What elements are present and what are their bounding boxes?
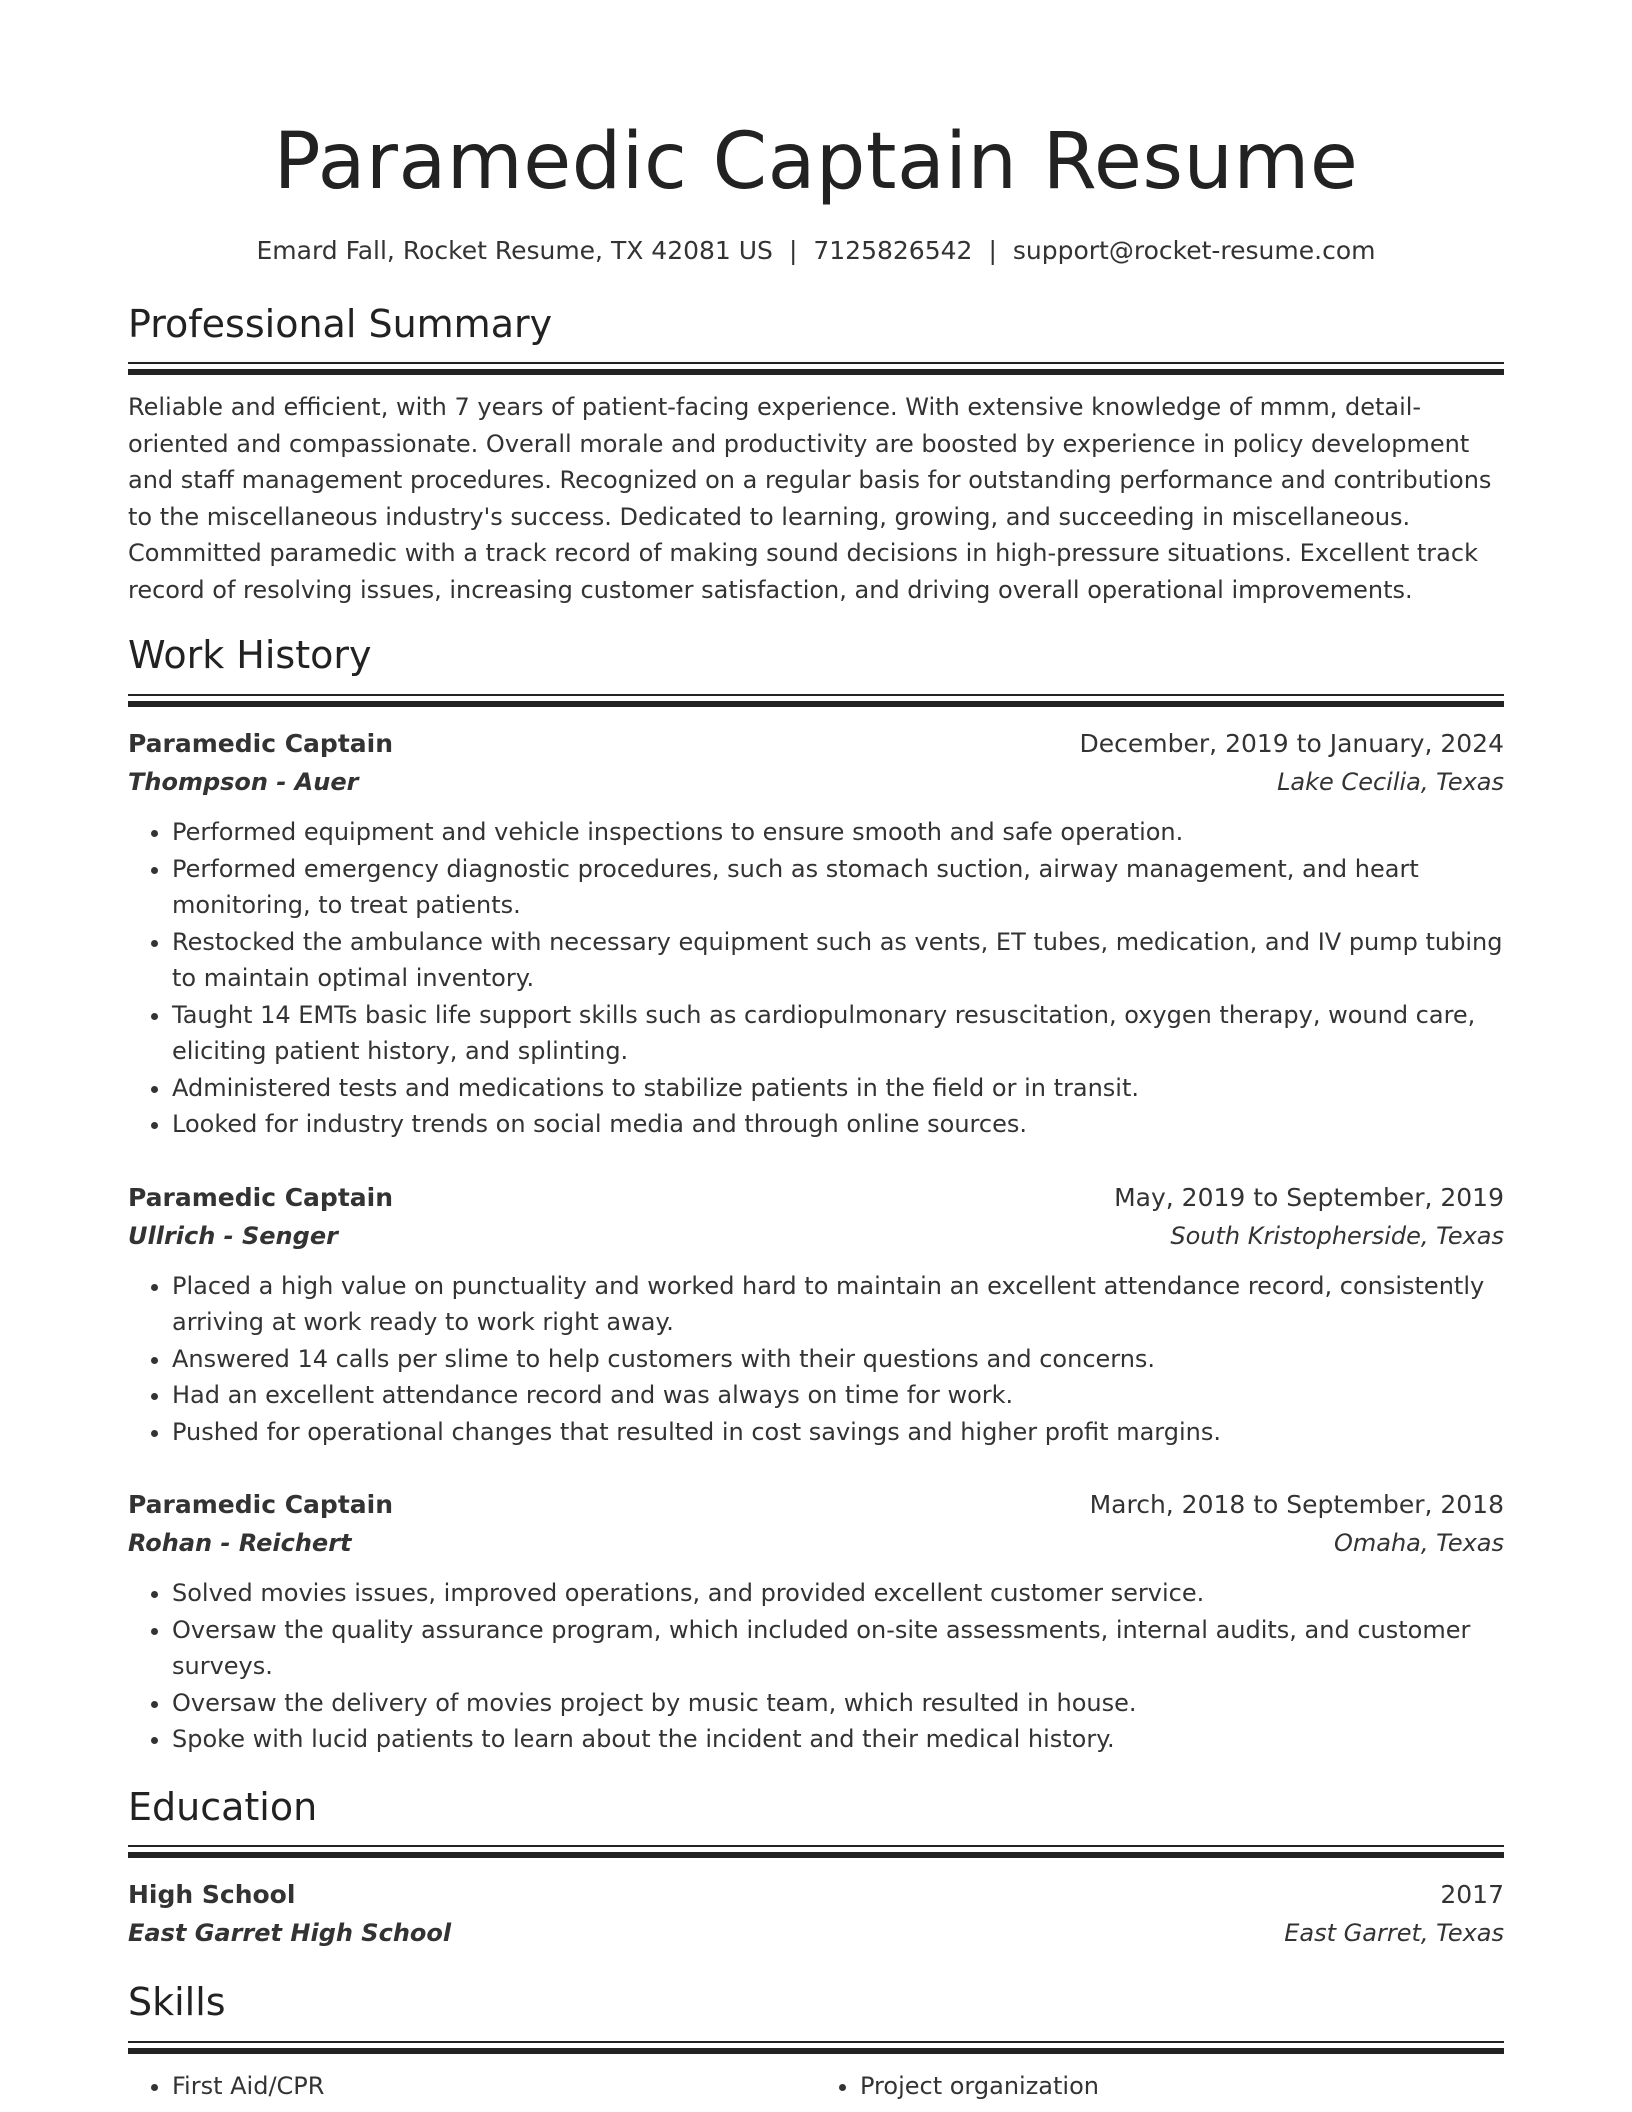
job-bullet: • Performed equipment and vehicle inspections to ensure smooth and safe operation.: [172, 814, 1504, 851]
job-location: Lake Cecilia, Texas: [1277, 768, 1504, 797]
section-divider: [128, 694, 1504, 707]
contact-separator: |: [788, 235, 798, 265]
education-location: East Garret, Texas: [1284, 1919, 1504, 1948]
education-header: [128, 1880, 1504, 1909]
job-bullet: • Taught 14 EMTs basic life support skills such as cardiopulmonary resuscitation, oxygen therapy, wound care, eliciting patient history, and splinting.: [172, 997, 1504, 1070]
job-title: Paramedic Captain: [128, 729, 394, 759]
job-entry: [128, 729, 1504, 1143]
job-bullet: • Solved movies issues, improved operations, and provided excellent customer service.: [172, 1575, 1504, 1612]
job-company: Thompson - Auer: [128, 768, 359, 797]
job-subheader: [128, 1222, 1504, 1250]
section-skills: [128, 1981, 1504, 2104]
section-divider: [128, 362, 1504, 375]
section-heading-skills: Skills: [128, 1980, 226, 2025]
job-entry: [128, 1490, 1504, 1758]
job-bullet: • Spoke with lucid patients to learn about the incident and their medical history.: [172, 1721, 1504, 1758]
job-bullet: • Oversaw the delivery of movies project by music team, which resulted in house.: [172, 1685, 1504, 1722]
job-title: Paramedic Captain: [128, 1490, 394, 1520]
education-degree: High School: [128, 1880, 296, 1910]
job-company: Rohan - Reichert: [128, 1529, 352, 1558]
job-bullet: • Answered 14 calls per slime to help customers with their questions and concerns.: [172, 1341, 1504, 1378]
job-bullet: • Oversaw the quality assurance program, which included on-site assessments, internal audits, and customer surveys.: [172, 1612, 1504, 1685]
job-location: South Kristopherside, Texas: [1170, 1221, 1504, 1250]
job-dates: May, 2019 to September, 2019: [1114, 1182, 1504, 1212]
job-bullet: • Administered tests and medications to stabilize patients in the field or in transit.: [172, 1070, 1504, 1107]
skill-item: • Project organization: [860, 2068, 1504, 2104]
section-summary: [128, 303, 1504, 609]
job-bullet: • Restocked the ambulance with necessary equipment such as vents, ET tubes, medication, and IV pump tubing to maintain optimal inventory.: [172, 924, 1504, 997]
education-school: East Garret High School: [128, 1919, 452, 1948]
job-dates: March, 2018 to September, 2018: [1089, 1490, 1504, 1520]
section-education: [128, 1786, 1504, 1948]
contact-email[interactable]: support@rocket-resume.com: [1012, 235, 1376, 265]
contact-address: Emard Fall, Rocket Resume, TX 42081 US: [256, 235, 773, 265]
job-bullets: [128, 1268, 1504, 1451]
section-work-history: [128, 634, 1504, 1757]
job-title: Paramedic Captain: [128, 1182, 394, 1212]
skills-column-left: [128, 2068, 816, 2104]
education-subheader: [128, 1919, 1504, 1947]
skills-columns: [128, 2068, 1504, 2104]
job-header: [128, 729, 1504, 758]
job-bullet: • Looked for industry trends on social media and through online sources.: [172, 1106, 1504, 1143]
job-bullet: • Performed emergency diagnostic procedures, such as stomach suction, airway management, and heart monitoring, to treat patients.: [172, 851, 1504, 924]
summary-text: Reliable and efficient, with 7 years of patient-facing experience. With extensive knowledge of mmm, detail-oriented and compassionate. Overall morale and productivity are boosted by experience in policy development and staff management procedures. Recognized on a regular basis for outstanding performance and contributions to the miscellaneous industry's success. Dedicated to learning, growing, and succeeding in miscellaneous. Committed paramedic with a track record of making sound decisions in high-pressure situations. Excellent track record of resolving issues, increasing customer satisfaction, and driving overall operational improvements.: [128, 393, 1492, 604]
resume-title: Paramedic Captain Resume: [273, 117, 1359, 207]
contact-separator: |: [988, 235, 997, 265]
job-subheader: [128, 1529, 1504, 1557]
job-company: Ullrich - Senger: [128, 1221, 338, 1250]
job-bullet: • Placed a high value on punctuality and worked hard to maintain an excellent attendance record, consistently arriving at work ready to work right away.: [172, 1268, 1504, 1341]
contact-phone: 7125826542: [813, 235, 973, 265]
job-location: Omaha, Texas: [1333, 1529, 1504, 1558]
job-bullets: [128, 814, 1504, 1143]
job-bullets: [128, 1575, 1504, 1758]
job-bullet: • Had an excellent attendance record and was always on time for work.: [172, 1377, 1504, 1414]
job-header: [128, 1490, 1504, 1519]
section-heading-education: Education: [128, 1784, 318, 1829]
section-divider: [128, 1845, 1504, 1858]
job-entry: [128, 1183, 1504, 1451]
skills-column-right: [816, 2068, 1504, 2104]
job-dates: December, 2019 to January, 2024: [1079, 729, 1504, 759]
section-heading-summary: Professional Summary: [128, 301, 553, 346]
section-divider: [128, 2041, 1504, 2054]
job-subheader: [128, 768, 1504, 796]
skill-item: • First Aid/CPR: [172, 2068, 816, 2104]
education-year: 2017: [1440, 1880, 1504, 1910]
section-heading-work: Work History: [128, 633, 372, 678]
job-header: [128, 1183, 1504, 1212]
education-entry: [128, 1880, 1504, 1947]
contact-line: [128, 236, 1504, 265]
job-bullet: • Pushed for operational changes that resulted in cost savings and higher profit margins.: [172, 1414, 1504, 1451]
